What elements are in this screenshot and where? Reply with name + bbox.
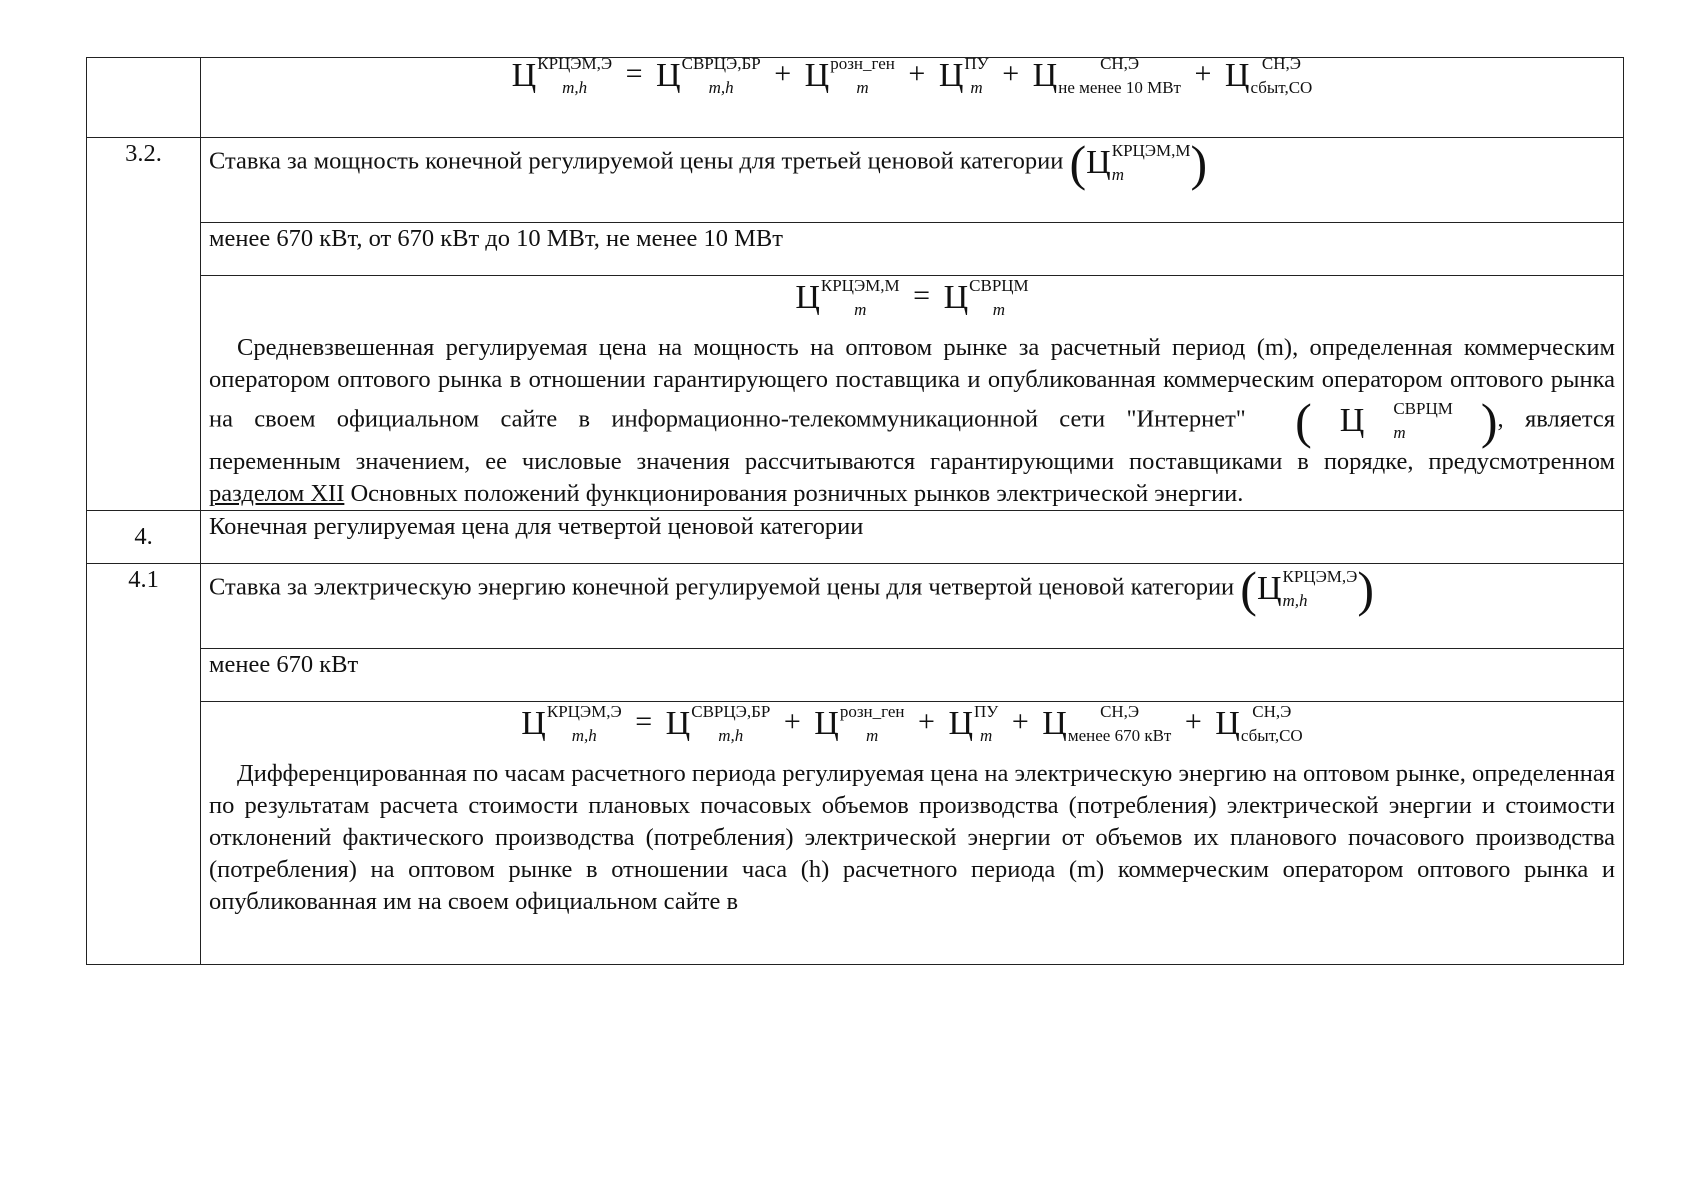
term-sn-e: Ц СН,Э не менее 10 МВт <box>1032 54 1181 98</box>
row-number-3-2: 3.2. <box>87 138 201 511</box>
inline-symbol-svrcm: ( Ц СВРЦМ m ) <box>1295 393 1498 449</box>
section-title-4-1 <box>201 561 1624 649</box>
tariff-table <box>86 54 1624 965</box>
title-text: Ставка за мощность конечной регулируемой цены для третьей ценовой категории <box>209 147 1064 175</box>
section-title-4: Конечная регулируемая цена для четвертой ценовой категории <box>201 511 1624 564</box>
term-svrce-br: Ц СВРЦЭ,БР m,h <box>656 54 761 98</box>
title-text: Ставка за электрическую энергию конечной регулируемой цены для четвертой ценовой категории <box>209 573 1235 601</box>
description-paragraph-4-1: Дифференцированная по часам расчетного периода регулируемая цена на электрическую энергию на оптовом рынке, определенная по результатам расчета стоимости плановых почасовых объемов производства (потребления) электрической энергии и стоимости отклонений фактического производства (потребления) электрической энергии от объемов их планового почасового производства (потребления) на оптовом рынке в отношении часа (h) расчетного периода (m) коммерческим оператором оптового рынка и опубликованная им на своем официальном сайте в <box>209 760 1615 915</box>
formula-cell <box>201 54 1624 138</box>
row-4-1-formula <box>87 702 1624 965</box>
section-xii-link[interactable]: разделом XII <box>209 480 345 507</box>
term-sn-e-sbyt: Ц СН,Э сбыт,СО <box>1224 54 1313 98</box>
formula-description-4-1 <box>201 702 1624 965</box>
row-3-2-header <box>87 138 1624 223</box>
term-pu: Ц ПУ m <box>938 54 989 98</box>
row-4-1-range <box>87 649 1624 702</box>
number-cell-empty <box>87 58 201 138</box>
title-symbol-krcem-m: ( Ц КРЦЭМ,М m ) <box>1069 135 1208 191</box>
term-rozn-gen: Ц розн_ген m <box>804 54 895 98</box>
row-4-1-header <box>87 564 1624 649</box>
row-number-4-1: 4.1 <box>87 564 201 965</box>
row-formula-3-1 <box>87 58 1624 138</box>
capacity-range-4-1: менее 670 кВт <box>201 649 1624 702</box>
row-number-4: 4. <box>87 511 201 564</box>
title-symbol-krcem-e: ( Ц КРЦЭМ,Э m,h ) <box>1240 561 1375 617</box>
formula-energy-670kw: Ц КРЦЭМ,Э m,h = Ц СВРЦЭ,БР m,h + Ц розн_ген m + Ц ПУ m + Ц СН,Э менее 670 кВт + Ц СН,Э сбыт,СО <box>521 702 1303 746</box>
formula-description-3-2 <box>201 276 1624 511</box>
description-paragraph-3-2: Средневзвешенная регулируемая цена на мощность на оптовом рынке за расчетный период (m), определенная коммерческим оператором оптового рынка в отношении гарантирующего поставщика и опубликованная коммерческим оператором оптового рынка на своем официальном сайте в информационно-телекоммуникационной сети "Интернет" ( Ц СВРЦМ m ) , является переменным значением, ее числовые значения рассчитываются гарантирующими поставщиками в порядке, предусмотренном разделом XII Основных положений функционирования розничных рынков электрической энергии. <box>209 334 1615 507</box>
formula-energy-10mw: Ц КРЦЭМ,Э m,h = Ц СВРЦЭ,БР m,h + Ц розн_ген m + Ц ПУ m + Ц СН,Э не менее 10 МВт + Ц СН,Э сбыт,СО <box>511 54 1313 98</box>
row-4 <box>87 511 1624 564</box>
capacity-range-3-2: менее 670 кВт, от 670 кВт до 10 МВт, не менее 10 МВт <box>201 223 1624 276</box>
term-krcem-e: Ц КРЦЭМ,Э m,h <box>511 54 613 98</box>
section-title-3-2 <box>201 135 1624 223</box>
formula-capacity: Ц КРЦЭМ,М m = Ц СВРЦМ m <box>795 276 1029 320</box>
row-3-2-formula <box>87 276 1624 511</box>
row-3-2-range <box>87 223 1624 276</box>
